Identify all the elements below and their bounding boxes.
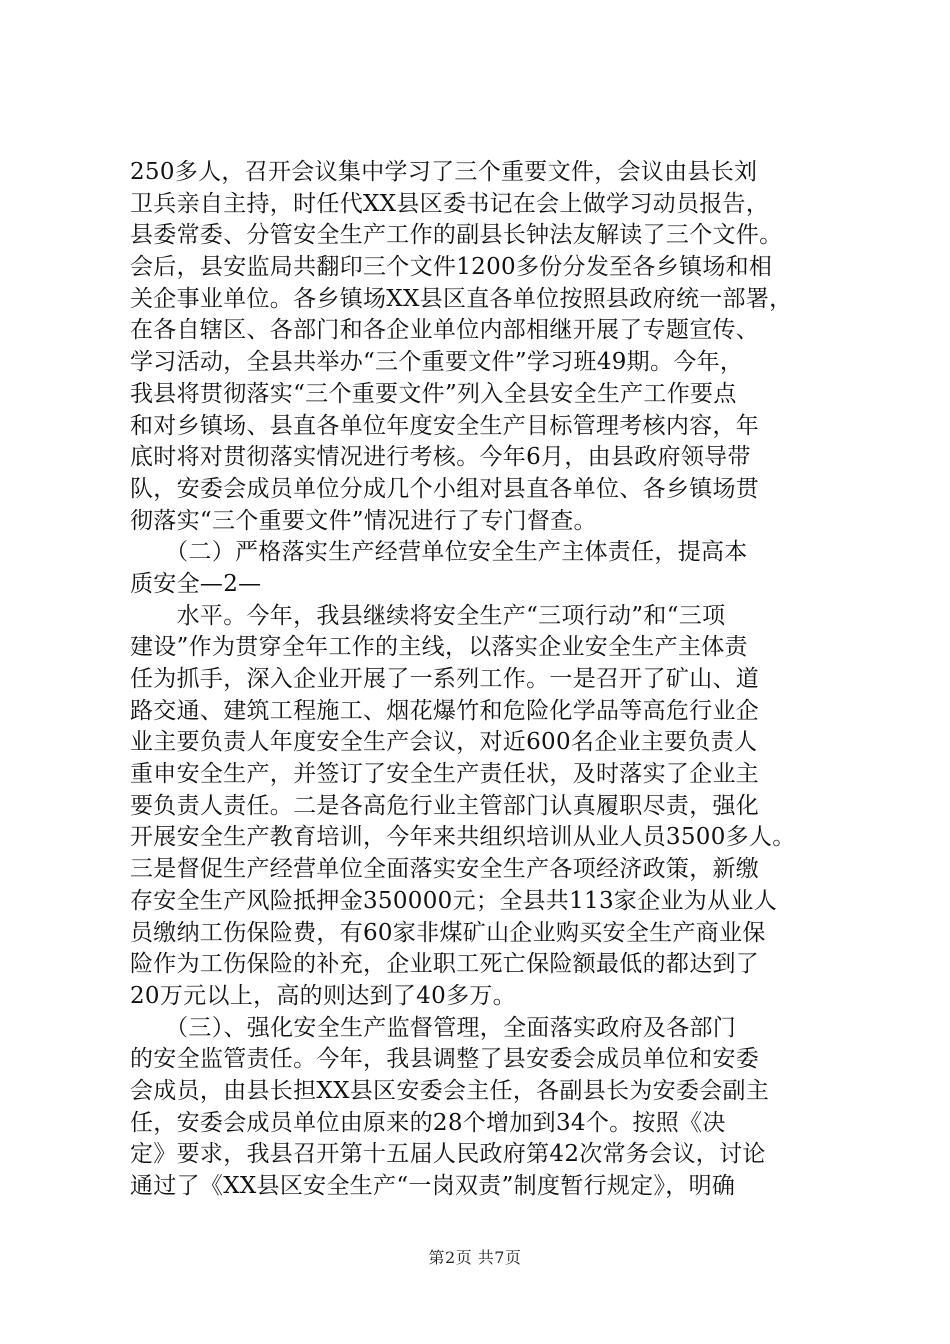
text-line: 和对乡镇场、县直各单位年度安全生产目标管理考核内容，年 — [130, 412, 760, 439]
text-line: 水平。今年，我县继续将安全生产“三项行动”和“三项 — [130, 602, 726, 629]
section-heading-line: （二）严格落实生产经营单位安全生产主体责任，提高本 — [130, 539, 748, 566]
text-line: 我县将贯彻落实“三个重要文件”列入全县安全生产工作要点 — [130, 380, 737, 407]
text-line: 三是督促生产经营单位全面落实安全生产各项经济政策，新缴 — [130, 856, 760, 883]
document-body — [130, 157, 830, 1203]
text-line: 定》要求，我县召开第十五届人民政府第42次常务会议，讨论 — [130, 1141, 766, 1168]
text-line: 重申安全生产，并签订了安全生产责任状，及时落实了企业主 — [130, 761, 760, 788]
text-line: 彻落实“三个重要文件”情况进行了专门督查。 — [130, 507, 597, 534]
section-heading-line: 质安全—2— — [130, 570, 262, 597]
text-line: 任为抓手，深入企业开展了一系列工作。一是召开了矿山、道 — [130, 666, 760, 692]
text-line: 会成员，由县长担XX县区安委会主任，各副县长为安委会副主 — [130, 1077, 770, 1104]
text-line: 业主要负责人年度安全生产会议，对近600名企业主要负责人 — [130, 729, 758, 756]
page-number-footer: 第2页 共7页 — [428, 1248, 522, 1267]
section-heading-line: （三）、强化安全生产监督管理，全面落实政府及各部门 — [130, 1014, 737, 1041]
text-line: 建设”作为贯穿全年工作的主线，以落实企业安全生产主体责 — [130, 634, 748, 661]
text-line: 要负责人责任。二是各高危行业主管部门认真履职尽责，强化 — [130, 792, 760, 819]
text-line: 20万元以上，高的则达到了40多万。 — [130, 982, 516, 1009]
text-line: 250多人，召开会议集中学习了三个重要文件，会议由县长刘 — [130, 159, 758, 185]
text-line: 员缴纳工伤保险费，有60家非煤矿山企业购买安全生产商业保 — [130, 919, 766, 946]
text-line: 底时将对贯彻落实情况进行考核。今年6月，由县政府领导带 — [130, 444, 751, 471]
text-line: 险作为工伤保险的补充，企业职工死亡保险额最低的都达到了 — [130, 951, 760, 978]
text-line: 存安全生产风险抵押金350000元；全县共113家企业为从业人 — [130, 887, 777, 914]
text-line: 开展安全生产教育培训，今年来共组织培训从业人员3500多人。 — [130, 824, 796, 851]
text-line: 队，安委会成员单位分成几个小组对县直各单位、各乡镇场贯 — [130, 475, 760, 502]
text-line: 通过了《XX县区安全生产“一岗双责”制度暂行规定》，明确 — [130, 1173, 736, 1199]
text-line: 关企事业单位。各乡镇场XX县区直各单位按照县政府统一部署， — [130, 285, 793, 312]
text-line: 会后，县安监局共翻印三个文件1200多份分发至各乡镇场和相 — [130, 254, 773, 281]
text-line: 的安全监管责任。今年，我县调整了县安委会成员单位和安委 — [130, 1046, 760, 1073]
text-line: 卫兵亲自主持，时任代XX县区委书记在会上做学习动员报告， — [130, 190, 770, 217]
text-line: 任，安委会成员单位由原来的28个增加到34个。按照《决 — [130, 1109, 726, 1136]
text-line: 路交通、建筑工程施工、烟花爆竹和危险化学品等高危行业企 — [130, 697, 760, 724]
text-line: 在各自辖区、各部门和各企业单位内部相继开展了专题宣传、 — [130, 317, 760, 344]
text-line: 县委常委、分管安全生产工作的副县长钟法友解读了三个文件。 — [130, 222, 783, 249]
text-line: 学习活动，全县共举办“三个重要文件”学习班49期。今年， — [130, 349, 744, 376]
